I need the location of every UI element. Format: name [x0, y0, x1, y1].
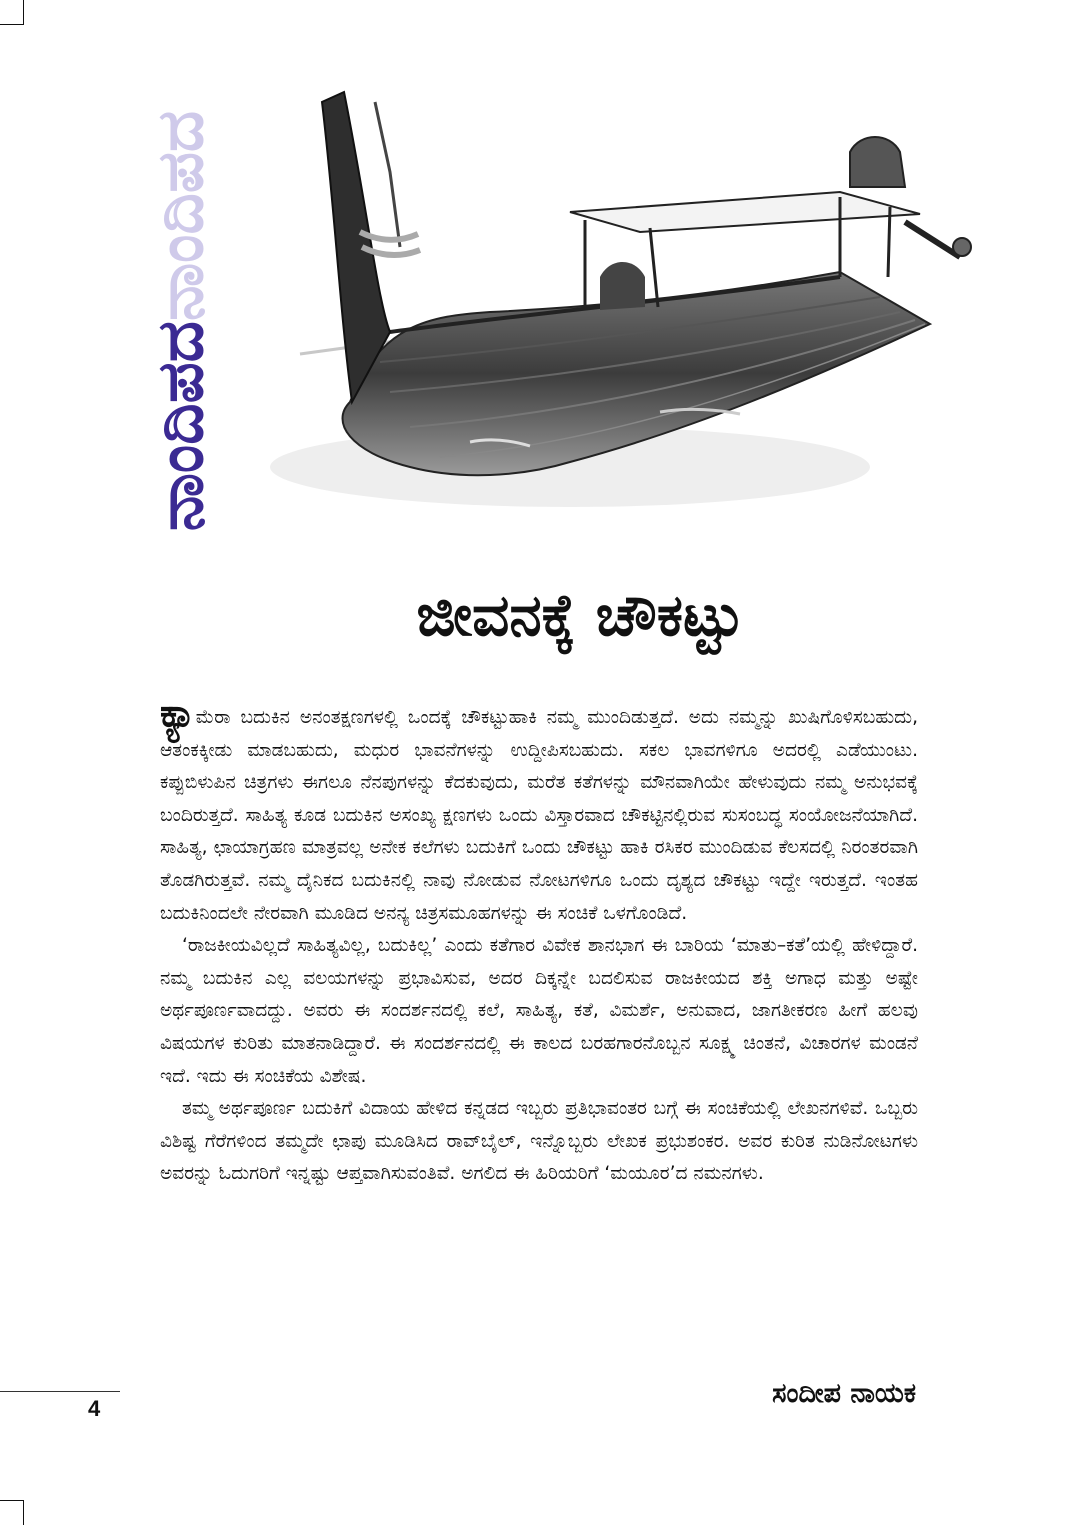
crop-mark: [0, 24, 24, 25]
paragraph: [160, 691, 918, 930]
section-banner: [144, 38, 218, 604]
footer-rule: [0, 1391, 120, 1392]
drop-cap: ಕ್ಯಾ: [160, 691, 196, 735]
crop-mark: [23, 0, 24, 25]
paragraph: ‘ರಾಜಕೀಯವಿಲ್ಲದೆ ಸಾಹಿತ್ಯವಿಲ್ಲ, ಬದುಕಿಲ್ಲ’ ಎಂದು ಕತೆಗಾರ ವಿವೇಕ ಶಾನಭಾಗ ಈ ಬಾರಿಯ ‘ಮಾತು–ಕತೆ’ಯಲ್ಲಿ ಹೇಳಿದ್ದಾರೆ. ನಮ್ಮ ಬದುಕಿನ ಎಲ್ಲ ವಲಯಗಳನ್ನು ಪ್ರಭಾವಿಸುವ, ಅದರ ದಿಕ್ಕನ್ನೇ ಬದಲಿಸುವ ರಾಜಕೀಯದ ಶಕ್ತಿ ಅಗಾಧ ಮತ್ತು ಅಷ್ಟೇ ಅರ್ಥಪೂರ್ಣವಾದದ್ದು. ಅವರು ಈ ಸಂದರ್ಶನದಲ್ಲಿ ಕಲೆ, ಸಾಹಿತ್ಯ, ಕತೆ, ವಿಮರ್ಶೆ, ಅನುವಾದ, ಜಾಗತೀಕರಣ ಹೀಗೆ ಹಲವು ವಿಷಯಗಳ ಕುರಿತು ಮಾತನಾಡಿದ್ದಾರೆ. ಈ ಸಂದರ್ಶನದಲ್ಲಿ ಈ ಕಾಲದ ಬರಹಗಾರನೊಬ್ಬನ ಸೂಕ್ಷ್ಮ ಚಿಂತನೆ, ವಿಚಾರಗಳ ಮಂಡನೆ ಇದೆ. ಇದು ಈ ಸಂಚಿಕೆಯ ವಿಶೇಷ.: [160, 935, 918, 1087]
boat-sketch-icon: [240, 62, 980, 522]
section-banner-text: [144, 110, 218, 532]
paragraph: ತಮ್ಮ ಅರ್ಥಪೂರ್ಣ ಬದುಕಿಗೆ ವಿದಾಯ ಹೇಳಿದ ಕನ್ನಡದ ಇಬ್ಬರು ಪ್ರತಿಭಾವಂತರ ಬಗ್ಗೆ ಈ ಸಂಚಿಕೆಯಲ್ಲಿ ಲೇಖನಗಳಿವೆ. ಒಬ್ಬರು ವಿಶಿಷ್ಟ ಗೆರೆಗಳಿಂದ ತಮ್ಮದೇ ಛಾಪು ಮೂಡಿಸಿದ ರಾವ್‌ಬೈಲ್, ಇನ್ನೊಬ್ಬರು ಲೇಖಕ ಪ್ರಭುಶಂಕರ. ಅವರ ಕುರಿತ ನುಡಿನೋಟಗಳು ಅವರನ್ನು ಓದುಗರಿಗೆ ಇನ್ನಷ್ಟು ಆಪ್ತವಾಗಿಸುವಂತಿವೆ. ಅಗಲಿದ ಈ ಹಿರಿಯರಿಗೆ ‘ಮಯೂರ’ದ ನಮನಗಳು.: [160, 1098, 918, 1185]
crop-mark: [0, 1500, 24, 1501]
paragraph-text: ಮೆರಾ ಬದುಕಿನ ಅನಂತಕ್ಷಣಗಳಲ್ಲಿ ಒಂದಕ್ಕೆ ಚೌಕಟ್ಟುಹಾಕಿ ನಮ್ಮ ಮುಂದಿಡುತ್ತದೆ. ಅದು ನಮ್ಮನ್ನು ಖುಷಿಗೊಳಿಸಬಹುದು, ಆತಂಕಕ್ಕೀಡು ಮಾಡಬಹುದು, ಮಧುರ ಭಾವನೆಗಳನ್ನು ಉದ್ದೀಪಿಸಬಹುದು. ಸಕಲ ಭಾವಗಳಿಗೂ ಅದರಲ್ಲಿ ಎಡೆಯುಂಟು. ಕಪ್ಪುಬಿಳುಪಿನ ಚಿತ್ರಗಳು ಈಗಲೂ ನೆನಪುಗಳನ್ನು ಕೆದಕುವುದು, ಮರೆತ ಕತೆಗಳನ್ನು ಮೌನವಾಗಿಯೇ ಹೇಳುವುದು ನಮ್ಮ ಅನುಭವಕ್ಕೆ ಬಂದಿರುತ್ತದೆ. ಸಾಹಿತ್ಯ ಕೂಡ ಬದುಕಿನ ಅಸಂಖ್ಯ ಕ್ಷಣಗಳು ಒಂದು ವಿಸ್ತಾರವಾದ ಚೌಕಟ್ಟಿನಲ್ಲಿರುವ ಸುಸಂಬದ್ಧ ಸಂಯೋಜನೆಯಾಗಿದೆ. ಸಾಹಿತ್ಯ, ಛಾಯಾಗ್ರಹಣ ಮಾತ್ರವಲ್ಲ ಅನೇಕ ಕಲೆಗಳು ಬದುಕಿಗೆ ಒಂದು ಚೌಕಟ್ಟು ಹಾಕಿ ರಸಿಕರ ಮುಂದಿಡುವ ಕೆಲಸದಲ್ಲಿ ನಿರಂತರವಾಗಿ ತೊಡಗಿರುತ್ತವೆ. ನಮ್ಮ ದೈನಿಕದ ಬದುಕಿನಲ್ಲಿ ನಾವು ನೋಡುವ ನೋಟಗಳಿಗೂ ಒಂದು ದೃಶ್ಯದ ಚೌಕಟ್ಟು ಇದ್ದೇ ಇರುತ್ತದೆ. ಇಂತಹ ಬದುಕಿನಿಂದಲೇ ನೇರವಾಗಿ ಮೂಡಿದ ಅನನ್ಯ ಚಿತ್ರಸಮೂಹಗಳನ್ನು ಈ ಸಂಚಿಕೆ ಒಳಗೊಂಡಿದೆ.: [160, 707, 918, 924]
article-title: ಜೀವನಕ್ಕೆ ಚೌಕಟ್ಟು: [416, 581, 744, 649]
section-banner-light: ನಾಂದಿಪದ: [144, 110, 218, 321]
crop-mark: [23, 1500, 24, 1525]
page-number: 4: [88, 1396, 101, 1421]
article-body: [160, 691, 918, 1191]
section-banner-dark: ನಾಂದಿಪದ: [144, 321, 218, 532]
author-signature: ಸಂದೀಪ ನಾಯಕ: [772, 1378, 916, 1409]
